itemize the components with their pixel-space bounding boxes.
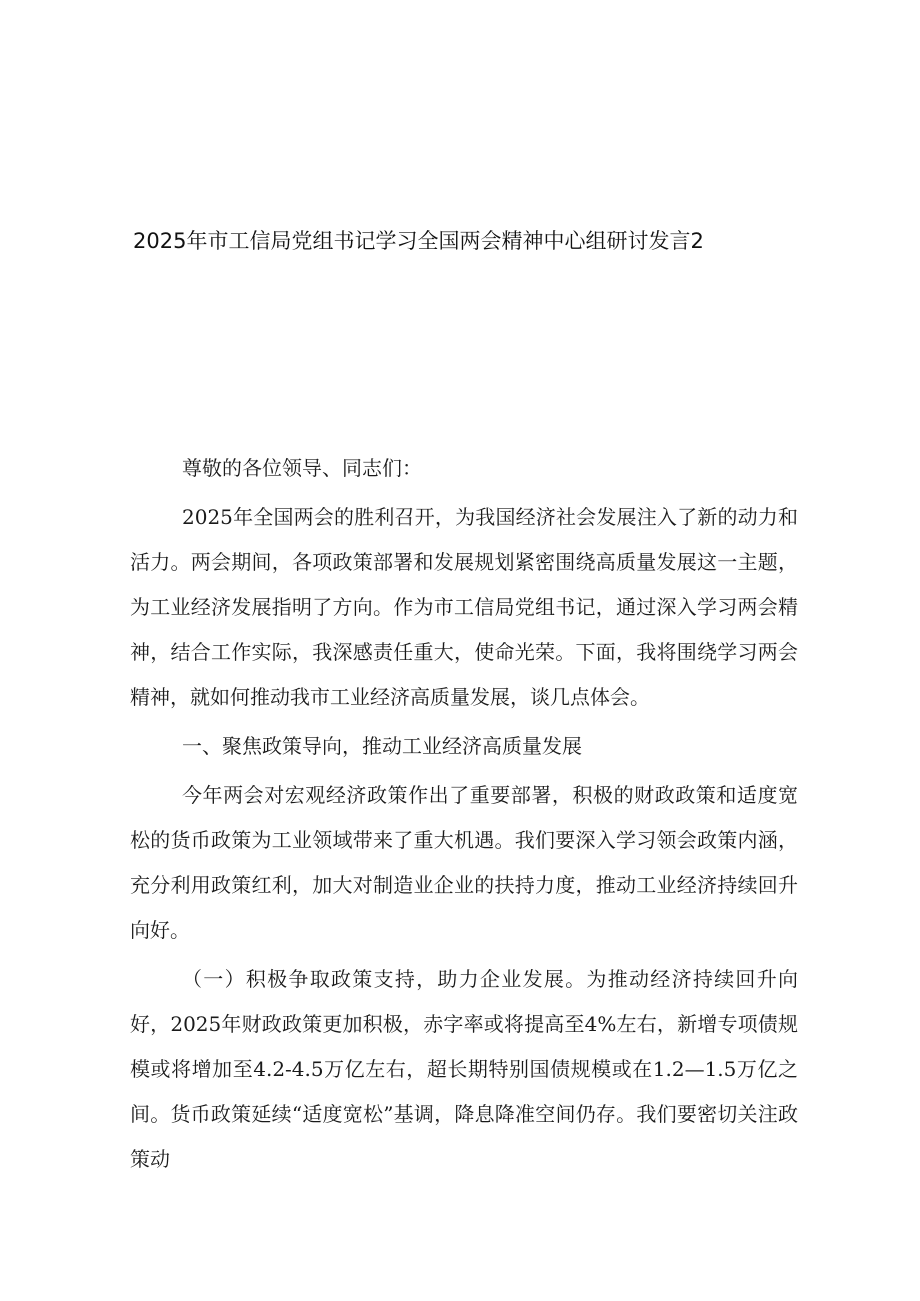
document-body — [130, 446, 798, 1182]
section-1-paragraph: 今年两会对宏观经济政策作出了重要部署，积极的财政政策和适度宽松的货币政策为工业领域带来了重大机遇。我们要深入学习领会政策内涵，充分利用政策红利，加大对制造业企业的扶持力度，推动工业经济持续回升向好。 — [130, 783, 798, 942]
subsection-1-paragraph: （一）积极争取政策支持，助力企业发展。为推动经济持续回升向好，2025年财政政策更加积极，赤字率或将提高至4%左右，新增专项债规模或将增加至4.2-4.5万亿左右，超长期特别国债规模或在1.2—1.5万亿之间。货币政策延续“适度宽松”基调，降息降准空间仍存。我们要密切关注政策动 — [130, 967, 798, 1171]
salutation-paragraph: 尊敬的各位领导、同志们： — [182, 456, 422, 480]
section-heading-1: 一、聚焦政策导向，推动工业经济高质量发展 — [182, 734, 582, 758]
document-title: 2025年市工信局党组书记学习全国两会精神中心组研讨发言2 — [133, 229, 704, 253]
intro-paragraph: 2025年全国两会的胜利召开，为我国经济社会发展注入了新的动力和活力。两会期间，各项政策部署和发展规划紧密围绕高质量发展这一主题，为工业经济发展指明了方向。作为市工信局党组书记，通过深入学习两会精神，结合工作实际，我深感责任重大，使命光荣。下面，我将围绕学习两会精神，就如何推动我市工业经济高质量发展，谈几点体会。 — [130, 505, 798, 709]
